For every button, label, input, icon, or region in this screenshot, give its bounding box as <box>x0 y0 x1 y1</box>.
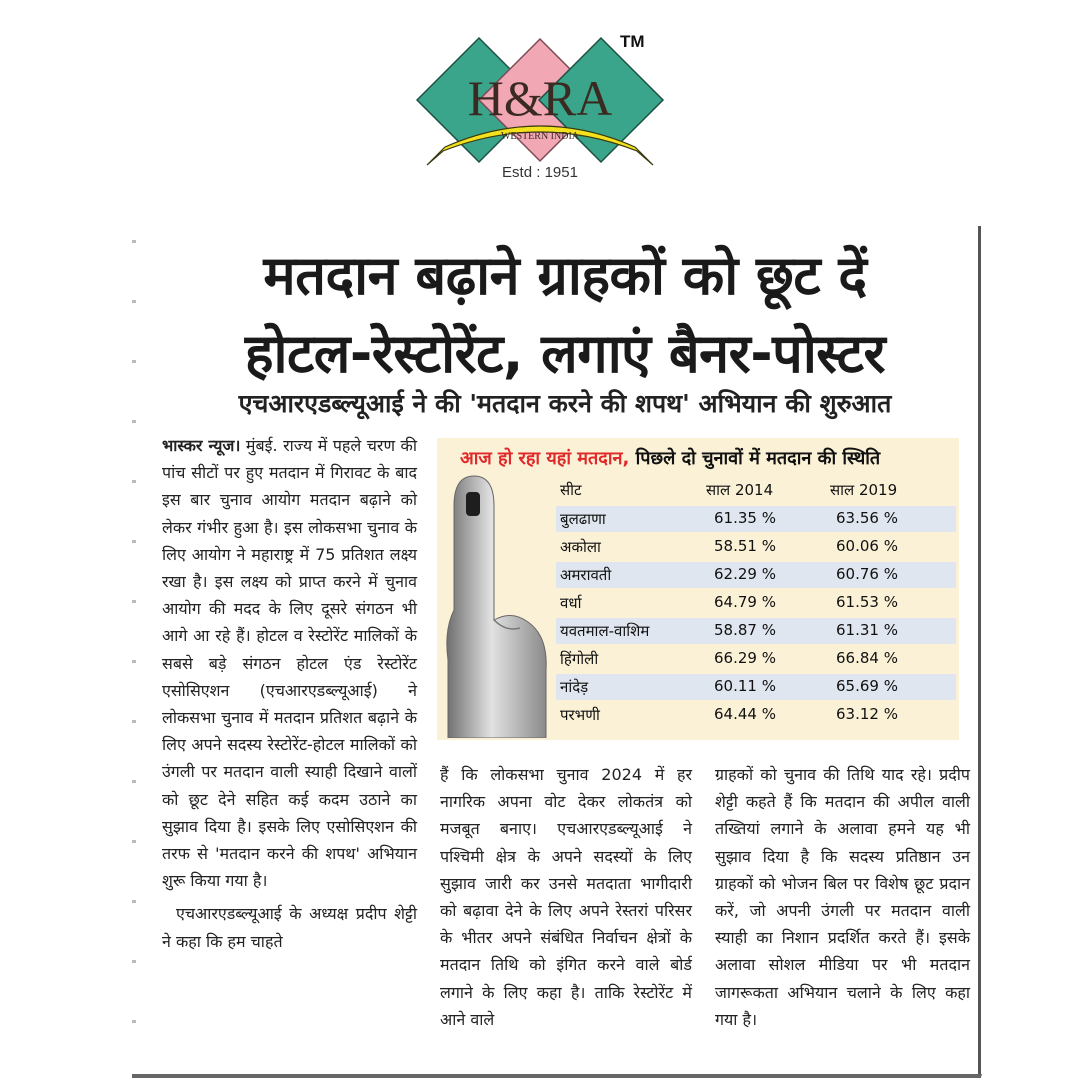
table-row <box>556 534 956 560</box>
subheadline: एचआरएडब्ल्यूआई ने की 'मतदान करने की शपथ' अभियान की शुरुआत <box>238 389 892 418</box>
column-1-text: मुंबई. राज्य में पहले चरण की पांच सीटों पर हुए मतदान में गिरावट के बाद इस बार चुनाव आयोग मतदान बढ़ाने को लेकर गंभीर हुआ है। इस लोकसभा चुनाव के लिए आयोग ने महाराष्ट्र में 75 प्रतिशत लक्ष्य रखा है। इस लक्ष्य को प्राप्त करने में चुनाव आयोग की मदद के लिए दूसरे संगठन भी आगे आ रहे हैं। होटल व रेस्टोरेंट मालिकों के सबसे बड़े संगठन होटल एंड रेस्टोरेंट एसोसिएशन (एचआरएडब्ल्यूआई) ने लोकसभा चुनाव में मतदान प्रतिशत बढ़ाने के लिए अपने सदस्य रेस्टोरेंट-होटल मालिकों को उंगली पर मतदान वाली स्याही दिखाने वालों को छूट देने सहित कई कदम उठाने का सुझाव दिया है। इसके लिए एसोसिएशन की तरफ से 'मतदान करने की शपथ' अभियान शुरू किया गया है। <box>162 436 417 891</box>
headline-line-2: होटल-रेस्टोरेंट, लगाएं बैनर-पोस्टर <box>244 322 886 385</box>
table-row <box>556 674 956 700</box>
article-column-1 <box>162 432 417 955</box>
turnout-2019: 63.12 % <box>836 705 898 723</box>
seat-name: अकोला <box>560 538 601 556</box>
turnout-2019: 66.84 % <box>836 649 898 667</box>
table-title <box>460 446 880 470</box>
seat-name: हिंगोली <box>560 650 599 668</box>
table-row <box>556 618 956 644</box>
byline: भास्कर न्यूज। <box>162 436 241 455</box>
established-year: Estd : 1951 <box>502 164 578 181</box>
table-row <box>556 702 956 728</box>
turnout-2014: 64.79 % <box>714 593 776 611</box>
column-1-paragraph-2: एचआरएडब्ल्यूआई के अध्यक्ष प्रदीप शेट्टी ने कहा कि हम चाहते <box>162 904 417 951</box>
table-row <box>556 590 956 616</box>
seat-name: वर्धा <box>560 594 582 612</box>
article-column-3: ग्राहकों को चुनाव की तिथि याद रहे। प्रदीप शेट्टी कहते हैं कि मतदान की अपील वाली तख्तियां लगाने के अलावा हमने यह भी सुझाव दिया है कि सदस्य प्रतिष्ठान उन ग्राहकों को भोजन बिल पर विशेष छूट प्रदान करें, जो अपनी उंगली पर मतदान वाली स्याही का निशान प्रदर्शित करते हैं। इसके अलावा सोशल मीडिया पर भी मतदान जागरूकता अभियान चलाने के लिए कहा गया है। <box>715 765 970 1029</box>
turnout-2014: 62.29 % <box>714 565 776 583</box>
table-row <box>556 646 956 672</box>
turnout-2014: 58.51 % <box>714 537 776 555</box>
svg-text:WESTERN INDIA: WESTERN INDIA <box>500 131 580 142</box>
seat-name: परभणी <box>560 706 600 724</box>
seat-name: यवतमाल-वाशिम <box>560 622 650 640</box>
turnout-2014: 58.87 % <box>714 621 776 639</box>
table-header-2014: साल 2014 <box>706 481 774 499</box>
turnout-2014: 61.35 % <box>714 509 776 527</box>
table-row <box>556 506 956 532</box>
clipping-margin-dots <box>132 240 136 1060</box>
turnout-2019: 61.53 % <box>836 593 898 611</box>
turnout-2019: 60.76 % <box>836 565 898 583</box>
trademark-mark: TM <box>620 32 645 51</box>
seat-name: बुलढाणा <box>560 510 606 528</box>
turnout-2019: 63.56 % <box>836 509 898 527</box>
table-title-rest: पिछले दो चुनावों में मतदान की स्थिति <box>629 448 881 469</box>
headline-line-1: मतदान बढ़ाने ग्राहकों को छूट दें <box>263 244 867 307</box>
hra-logo <box>415 35 665 185</box>
turnout-2019: 61.31 % <box>836 621 898 639</box>
inked-finger-illustration <box>440 470 550 738</box>
article-column-2: हैं कि लोकसभा चुनाव 2024 में हर नागरिक अपना वोट देकर लोकतंत्र को मजबूत बनाए। एचआरएडब्ल्यूआई ने पश्चिमी क्षेत्र के अपने सदस्यों के लिए सुझाव जारी कर उनसे मतदाता भागीदारी को बढ़ावा देने के लिए अपने रेस्तरां परिसर के भीतर अपने संबंधित निर्वाचन क्षेत्रों के मतदान तिथि को इंगित करने वाले बोर्ड लगाने के लिए कहा है। ताकि रेस्टोरेंट में आने वाले <box>440 765 692 1029</box>
clipping-shadow-bottom <box>132 1074 982 1078</box>
table-header-seat: सीट <box>560 481 582 499</box>
turnout-2014: 64.44 % <box>714 705 776 723</box>
seat-name: अमरावती <box>560 566 612 584</box>
table-title-highlight: आज हो रहा यहां मतदान, <box>460 448 630 469</box>
table-header-2019: साल 2019 <box>830 481 898 499</box>
seat-name: नांदेड़ <box>560 678 589 696</box>
svg-text:H&RA: H&RA <box>467 70 613 126</box>
turnout-2019: 60.06 % <box>836 537 898 555</box>
turnout-2019: 65.69 % <box>836 677 898 695</box>
table-row <box>556 562 956 588</box>
turnout-2014: 60.11 % <box>714 677 776 695</box>
turnout-2014: 66.29 % <box>714 649 776 667</box>
